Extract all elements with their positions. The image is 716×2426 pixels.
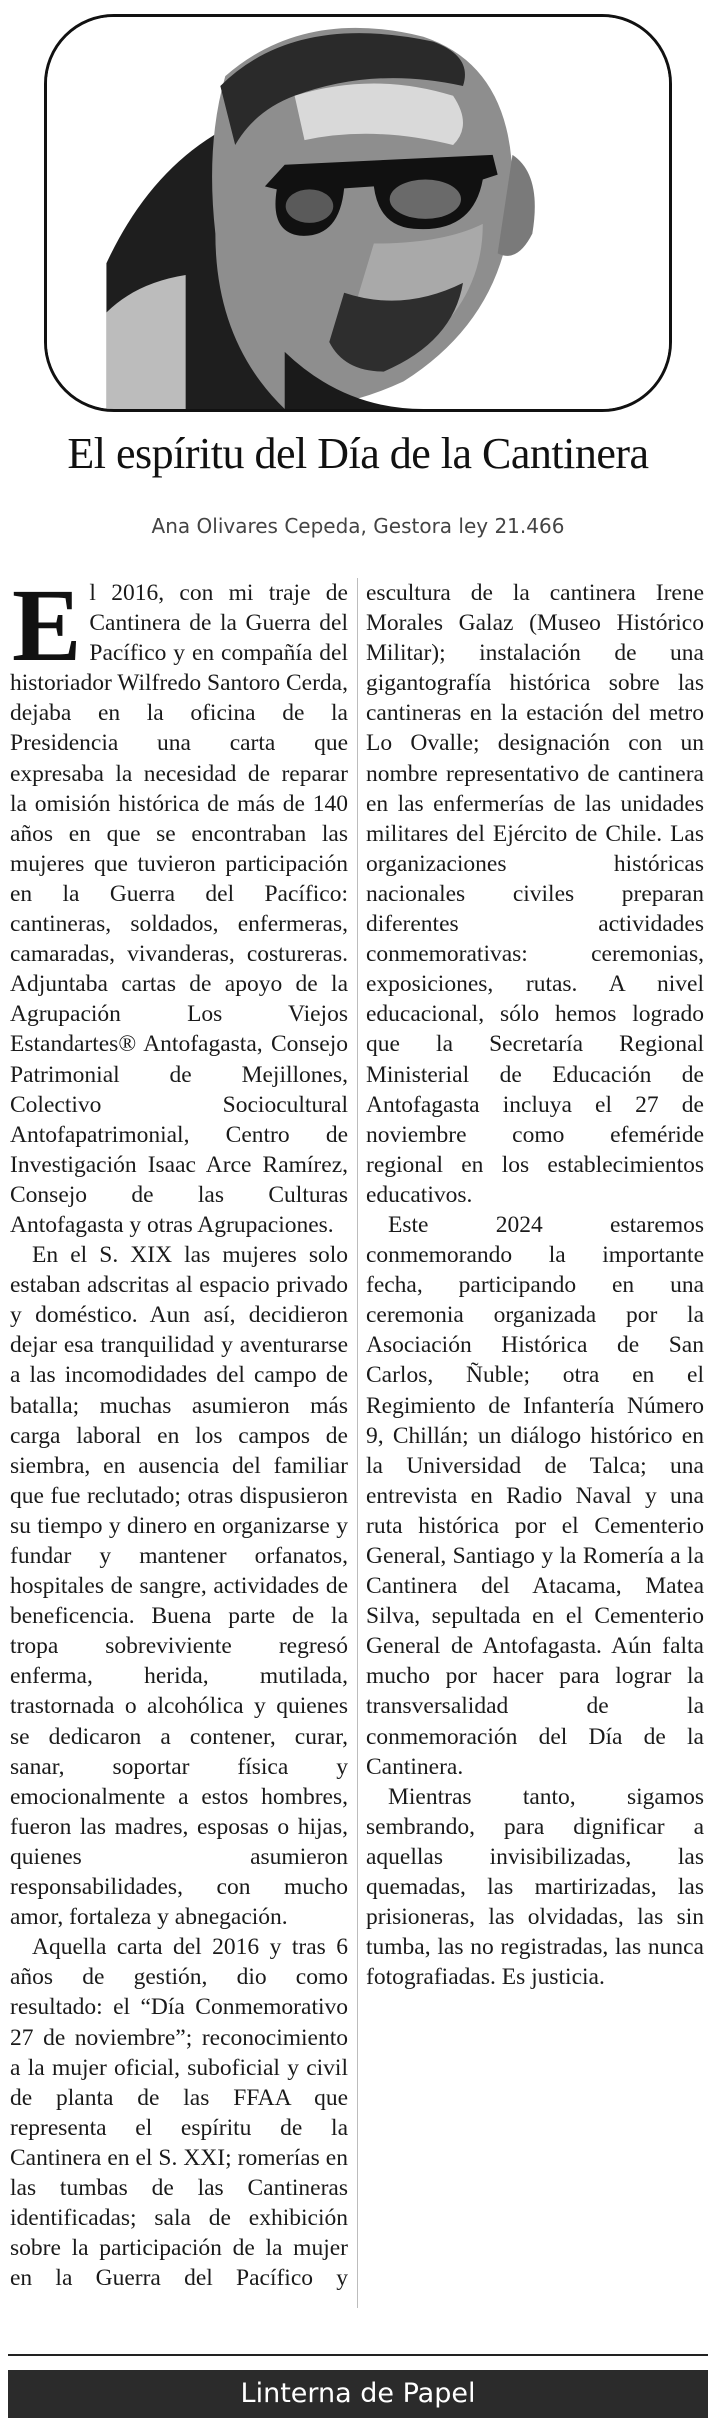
article-body <box>10 568 704 2308</box>
article-headline: El espíritu del Día de la Cantinera <box>67 429 649 478</box>
section-footer: Linterna de Papel <box>8 2370 708 2418</box>
article-paragraph: Este 2024 estaremos conmemorando la importante fecha, participando en una ceremonia organizada por la Asociación Histórica de San Carlos, Ñuble; otra en el Regimiento de Infantería Número 9, Chillán; un diálogo histórico en la Universidad de Talca; una entrevista en Radio Naval y una ruta histórica por el Cementerio General, Santiago y la Romería a la Cantinera del Atacama, Matea Silva, sepultada en el Cementerio General de Antofagasta. Aún falta mucho por hacer para lograr la transversalidad de la conmemoración del Día de la Cantinera. <box>366 1211 704 1780</box>
footer-divider <box>8 2354 708 2356</box>
author-photo <box>44 14 672 412</box>
paragraph-text: l 2016, con mi traje de Cantinera de la Guerra del Pacífico y en compañía del historiador Wilfredo Santoro Cerda, dejaba en la oficina de la Presidencia una carta que expresaba la necesidad de reparar la omisión histórica de más de 140 años en que se encontraban las mujeres que tuvieron participación en la Guerra del Pacífico: cantineras, soldados, enfermeras, camaradas, vivanderas, costureras. Adjuntaba cartas de apoyo de la Agrupación Los Viejos Estandartes® Antofagasta, Consejo Patrimonial de Mejillones, Colectivo Sociocultural Antofapatrimonial, Centro de Investigación Isaac Arce Ramírez, Consejo de las Culturas Antofagasta y otras Agrupaciones. <box>10 580 348 1238</box>
article-paragraph: Mientras tanto, sigamos sembrando, para dignificar a aquellas invisibilizadas, las quemadas, las martirizadas, las prisioneras, las olvidadas, las sin tumba, las no registradas, las nunca fotografiadas. Es justicia. <box>366 1783 704 1991</box>
author-portrait-image <box>47 17 669 409</box>
article-paragraph: En el S. XIX las mujeres solo estaban adscritas al espacio privado y doméstico. Aun así, decidieron dejar esa tranquilidad y aventurarse a las incomodidades del campo de batalla; muchas asumieron más carga laboral en los campos de siembra, en ausencia del familiar que fue reclutado; otras dispusieron su tiempo y dinero en organizarse y fundar y mantener orfanatos, hospitales de sangre, actividades de beneficencia. Buena parte de la tropa sobreviviente regresó enferma, herida, mutilada, trastornada o alcohólica y quienes se dedicaron a contener, curar, sanar, soportar física y emocionalmente a estos hombres, fueron las madres, esposas o hijas, quienes asumieron responsabilidades, con mucho amor, fortaleza y abnegación. <box>10 1242 348 1931</box>
article-byline: Ana Olivares Cepeda, Gestora ley 21.466 <box>151 514 565 538</box>
article-paragraph: Aquella carta del 2016 y tras 6 años de gestión, dio como resultado: el “Día Conmemorativo 27 de noviembre”; reconocimiento a la mujer oficial, suboficial y civil de planta de las FFAA que representa el espíritu de la Cantinera en el S. XXI; romerías en las tumbas de las Cantineras identificadas; sala de exhibición sobre la participación de la mujer en la Guerra del Pacífico y escultura de la cantinera Irene Morales Galaz (Museo Histórico Militar); instalación de una gigantografía histórica sobre las cantineras en la estación del metro Lo Ovalle; designación con un nombre representativo de cantinera en las enfermerías de las unidades militares del Ejército de Chile. Las organizaciones históricas nacionales civiles preparan diferentes actividades conmemorativas: ceremonias, exposiciones, rutas. A nivel educacional, sólo hemos logrado que la Secretaría Regional Ministerial de Educación de Antofagasta incluya el 27 de noviembre como efeméride regional en los establecimientos educativos. <box>10 580 704 2292</box>
article-paragraph <box>10 568 348 1240</box>
drop-cap: E <box>12 568 82 683</box>
